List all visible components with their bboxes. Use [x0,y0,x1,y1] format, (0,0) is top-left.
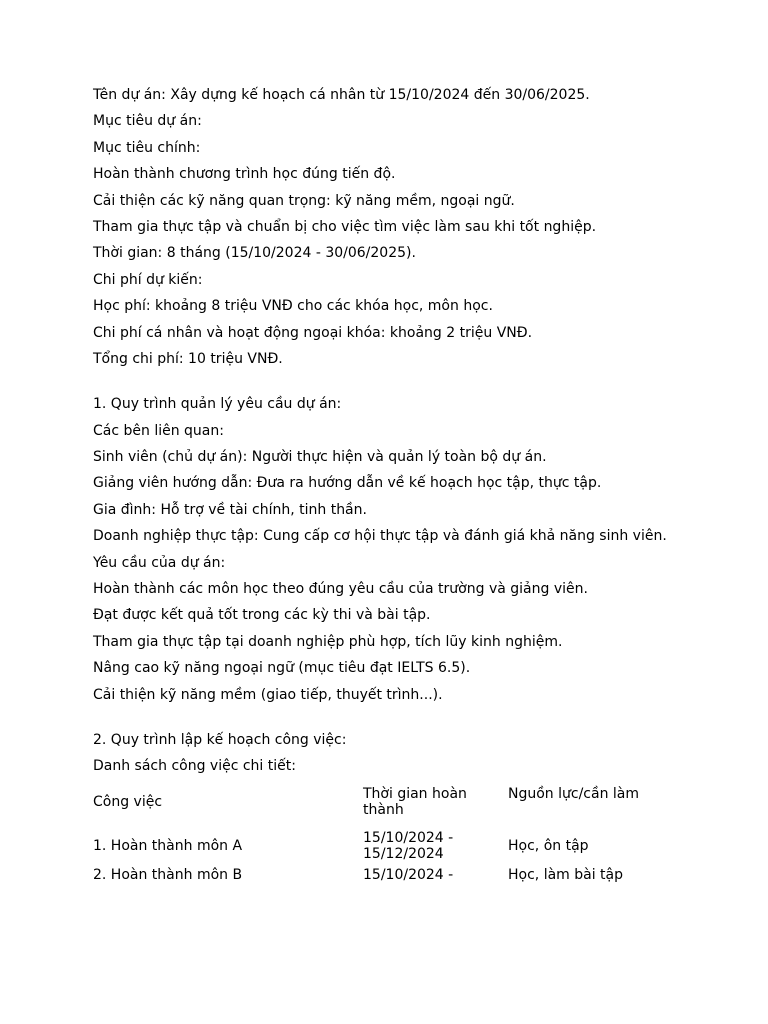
paragraph-gap [93,712,733,731]
task-list-heading: Danh sách công việc chi tiết: [93,758,296,775]
requirement-item: Nâng cao kỹ năng ngoại ngữ (mục tiêu đạt IELTS 6.5). [93,660,471,677]
task-table [93,786,733,897]
stakeholders-heading: Các bên liên quan: [93,422,224,439]
main-objective-heading: Mục tiêu chính: [93,139,201,156]
objective-item: Cải thiện các kỹ năng quan trọng: kỹ năng mềm, ngoại ngữ. [93,192,515,209]
table-header-row [93,786,733,830]
task-cell: 1. Hoàn thành môn A [93,837,243,854]
time-cell: 15/10/2024 - [363,866,454,883]
requirement-item: Cải thiện kỹ năng mềm (giao tiếp, thuyết trình...). [93,686,443,703]
cost-item: Chi phí cá nhân và hoạt động ngoại khóa: khoảng 2 triệu VNĐ. [93,324,533,341]
resource-cell: Học, ôn tập [508,837,589,854]
objective-item: Hoàn thành chương trình học đúng tiến độ. [93,166,396,183]
time-cell: 15/10/2024 - 15/12/2024 [363,829,454,862]
objective-item: Tham gia thực tập và chuẩn bị cho việc tìm việc làm sau khi tốt nghiệp. [93,218,597,235]
table-row [93,830,733,867]
requirement-item: Hoàn thành các môn học theo đúng yêu cầu của trường và giảng viên. [93,581,588,598]
stakeholder-item: Doanh nghiệp thực tập: Cung cấp cơ hội thực tập và đánh giá khả năng sinh viên. [93,528,667,545]
section-2-heading: 2. Quy trình lập kế hoạch công việc: [93,731,347,748]
requirement-item: Tham gia thực tập tại doanh nghiệp phù hợp, tích lũy kinh nghiệm. [93,633,563,650]
cost-item: Học phí: khoảng 8 triệu VNĐ cho các khóa học, môn học. [93,298,493,315]
document-body [93,86,733,897]
project-name-line: Tên dự án: Xây dựng kế hoạch cá nhân từ 15/10/2024 đến 30/06/2025. [93,87,590,103]
stakeholder-item: Gia đình: Hỗ trợ về tài chính, tinh thần. [93,501,367,518]
paragraph-gap [93,376,733,395]
resource-cell: Học, làm bài tập [508,866,624,883]
task-cell: 2. Hoàn thành môn B [93,866,243,883]
requirements-heading: Yêu cầu của dự án: [93,554,226,571]
stakeholder-item: Sinh viên (chủ dự án): Người thực hiện và quản lý toàn bộ dự án. [93,449,547,466]
project-objective-heading: Mục tiêu dự án: [93,113,202,130]
total-cost-line: Tổng chi phí: 10 triệu VNĐ. [93,350,283,367]
header-resources: Nguồn lực/cần làm [508,785,640,802]
table-row [93,867,733,897]
header-task: Công việc [93,793,163,810]
timeline-line: Thời gian: 8 tháng (15/10/2024 - 30/06/2025). [93,245,416,262]
section-1-heading: 1. Quy trình quản lý yêu cầu dự án: [93,396,342,413]
requirement-item: Đạt được kết quả tốt trong các kỳ thi và bài tập. [93,607,431,624]
stakeholder-item: Giảng viên hướng dẫn: Đưa ra hướng dẫn về kế hoạch học tập, thực tập. [93,475,602,492]
header-completion-time: Thời gian hoàn thành [363,785,467,818]
cost-heading: Chi phí dự kiến: [93,271,203,288]
